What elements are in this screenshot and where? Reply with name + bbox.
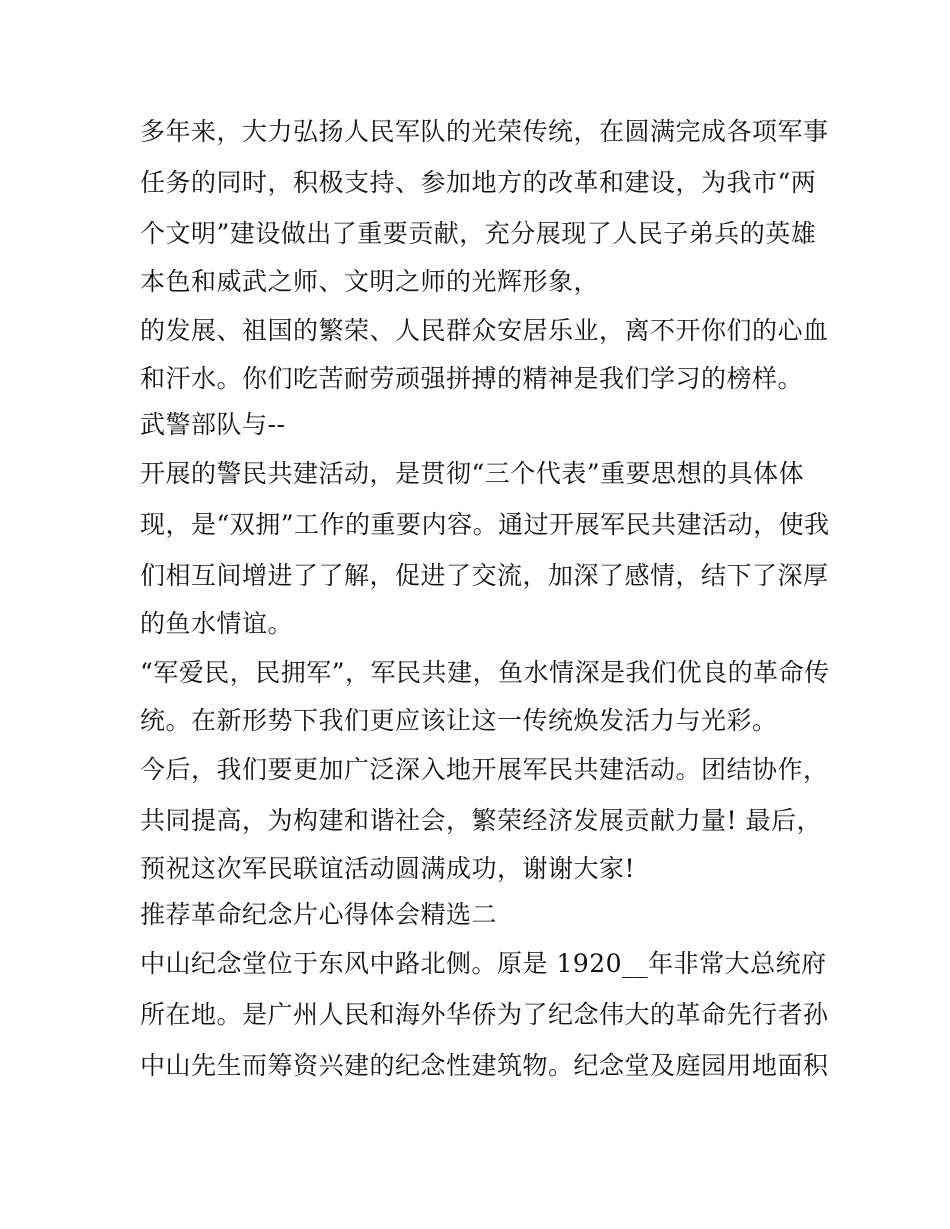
text-line: 开展的警民共建活动，是贯彻“三个代表”重要思想的具体体 <box>140 459 805 488</box>
text-line: 统。在新形势下我们更应该让这一传统焕发活力与光彩。 <box>140 706 778 735</box>
text-line: “军爱民，民拥军”，军民共建，鱼水情深是我们优良的革命传 <box>140 658 830 687</box>
text-line: 个文明”建设做出了重要贡献，充分展现了人民子弟兵的英雄 <box>140 219 817 248</box>
text-line: 多年来，大力弘扬人民军队的光荣传统，在圆满完成各项军事 <box>140 117 829 146</box>
document-body <box>140 106 830 1091</box>
text-line: 现，是“双拥”工作的重要内容。通过开展军民共建活动，使我 <box>140 510 830 539</box>
text-line: 共同提高，为构建和谐社会，繁荣经济发展贡献力量! 最后， <box>140 806 822 835</box>
text-line: 的发展、祖国的繁荣、人民群众安居乐业，离不开你们的心血 <box>140 316 829 345</box>
section-heading: 推荐革命纪念片心得体会精选二 <box>140 900 498 929</box>
text-line: 武警部队与-- <box>140 410 286 439</box>
text-line: 所在地。是广州人民和海外华侨为了纪念伟大的革命先行者孙 <box>140 1000 829 1029</box>
text-line: 和汗水。你们吃苦耐劳顽强拼搏的精神是我们学习的榜样。 <box>140 364 804 393</box>
text-line: 任务的同时，积极支持、参加地方的改革和建设，为我市“两 <box>140 168 817 197</box>
text-line: 们相互间增进了了解，促进了交流，加深了感情，结下了深厚 <box>140 561 829 590</box>
text-line: 预祝这次军民联谊活动圆满成功，谢谢大家! <box>140 854 636 883</box>
text-line: 中山先生而筹资兴建的纪念性建筑物。纪念堂及庭园用地面积 <box>140 1051 829 1080</box>
text-line: 的鱼水情谊。 <box>140 609 294 638</box>
text-line: 今后，我们要更加广泛深入地开展军民共建活动。团结协作， <box>140 755 829 784</box>
text-line: 本色和威武之师、文明之师的光辉形象， <box>140 267 600 296</box>
text-line: 中山纪念堂位于东风中路北侧。原是 1920__年非常大总统府 <box>140 949 827 978</box>
